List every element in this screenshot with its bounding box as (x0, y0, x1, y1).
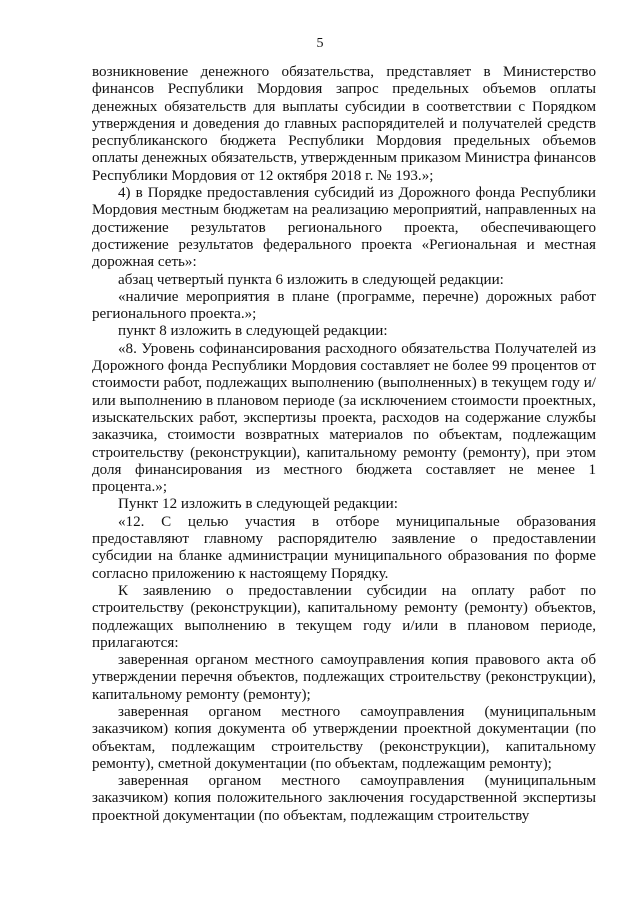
paragraph-attachment-legal-act: заверенная органом местного самоуправления копия правового акта об утверждении перечня объектов, подлежащих строительству (реконструкции), капитальному ремонту (ремонту); (92, 652, 596, 703)
paragraph-item-8-instruction: пункт 8 изложить в следующей редакции: (118, 323, 388, 340)
paragraph-application-attachments: К заявлению о предоставлении субсидии на оплату работ по строительству (реконструкции), капитальному ремонту (ремонту) объектов, подлежащих выполнению в текущем году и/или в плановом периоде, прилагаются: (92, 582, 596, 651)
paragraph-attachment-expertise: заверенная органом местного самоуправления (муниципальным заказчиком) копия положительного заключения государственной экспертизы проектной документации (по объектам, подлежащим строительству (92, 773, 596, 824)
paragraph-item-12-instruction: Пункт 12 изложить в следующей редакции: (118, 496, 398, 513)
paragraph-payment-request: возникновение денежного обязательства, представляет в Министерство финансов Республики Мордовия запрос предельных объемов оплаты денежных обязательств для выплаты субсидии в соответствии с Порядком утверждения и доведения до главных распорядителей и получателей средств республиканского бюджета Республики Мордовия предельных объемов оплаты денежных обязательств, утвержденным приказом Министра финансов Республики Мордовия от 12 октября 2018 г. № 193.»; (92, 64, 596, 184)
paragraph-attachment-project-approval: заверенная органом местного самоуправления (муниципальным заказчиком) копия документа об утверждении проектной документации (по объектам, подлежащим строительству (реконструкции), капитальному ремонту), сметной документации (по объектам, подлежащим ремонту); (92, 703, 596, 772)
paragraph-item-6-text: «наличие мероприятия в плане (программе, перечне) дорожных работ регионального проекта.»; (92, 288, 596, 323)
paragraph-item-8-text: «8. Уровень софинансирования расходного обязательства Получателей из Дорожного фонда Республики Мордовия составляет не более 99 процентов от стоимости работ, подлежащих выполнению (выполненных) в текущем году и/или выполнению в плановом периоде (за исключением стоимости проектных, изыскательских работ, экспертизы проекта, расходов на содержание службы заказчика, стоимости возвратных материалов по объектам, подлежащим строительству (реконструкции), капитальному ремонту (ремонту), при этом доля финансирования из местного бюджета составляет не менее 1 процента.»; (92, 340, 596, 496)
page-number: 5 (316, 36, 324, 51)
paragraph-subsidy-procedure-item-4: 4) в Порядке предоставления субсидий из Дорожного фонда Республики Мордовия местным бюджетам на реализацию мероприятий, направленных на достижение результатов регионального проекта, обеспечивающего достижение результатов федерального проекта «Региональная и местная дорожная сеть»: (92, 185, 596, 271)
paragraph-item-6-instruction: абзац четвертый пункта 6 изложить в следующей редакции: (118, 271, 504, 288)
paragraph-item-12-text: «12. С целью участия в отборе муниципальные образования предоставляют главному распорядителю заявление о предоставлении субсидии на бланке администрации муниципального образования по форме согласно приложению к настоящему Порядку. (92, 513, 596, 582)
document-body (92, 64, 596, 825)
